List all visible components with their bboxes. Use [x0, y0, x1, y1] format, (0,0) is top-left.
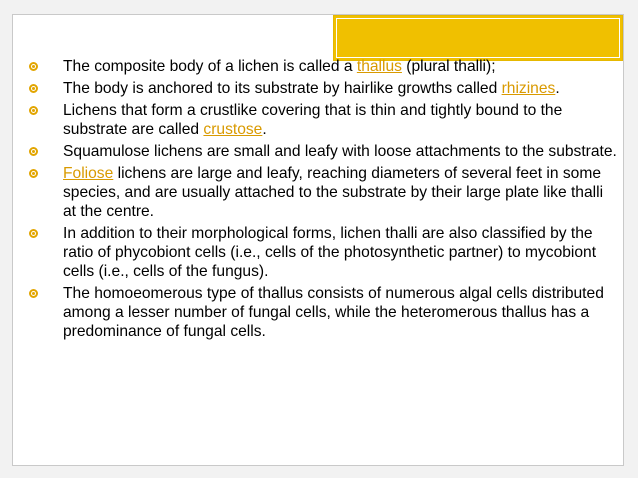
bullet-text-post: lichens are large and leafy, reaching diameters of several feet in some species, and are usually attached to the substrate by their large plate like thalli at the centre. [63, 165, 604, 220]
bullet-text-pre: The composite body of a lichen is called a [63, 58, 357, 75]
bullet-text: In addition to their morphological forms, lichen thalli are also classified by the ratio of phycobiont cells (i.e., cells of the photosynthetic partner) to mycobiont cells (i.e., cells of the fungus). [63, 225, 597, 280]
bullet-item-squamulose [27, 142, 619, 161]
bullet-circle-icon [29, 147, 38, 156]
bullet-text-pre: The body is anchored to its substrate by hairlike growths called [63, 80, 502, 97]
bullet-circle-icon [29, 84, 38, 93]
slide-content [27, 57, 619, 344]
bullet-item-foliose [27, 164, 619, 221]
bullet-circle-icon [29, 289, 38, 298]
bullet-item-thallus [27, 57, 619, 76]
bullet-circle-icon [29, 62, 38, 71]
term-link-crustose[interactable]: crustose [203, 121, 263, 138]
bullet-text: Squamulose lichens are small and leafy with loose attachments to the substrate. [63, 143, 617, 160]
term-link-thallus[interactable]: thallus [356, 58, 402, 75]
bullet-text-post: . [555, 80, 560, 97]
bullet-item-homoeomerous [27, 284, 619, 341]
bullet-item-classification [27, 224, 619, 281]
bullet-circle-icon [29, 229, 38, 238]
bullet-item-crustose [27, 101, 619, 139]
bullet-text: The homoeomerous type of thallus consists of numerous algal cells distributed among a lesser number of fungal cells, while the heteromerous thallus has a predominance of fungal cells. [63, 285, 604, 340]
bullet-circle-icon [29, 106, 38, 115]
bullet-circle-icon [29, 169, 38, 178]
bullet-item-rhizines [27, 79, 619, 98]
term-link-foliose[interactable]: Foliose [63, 165, 114, 182]
term-link-rhizines[interactable]: rhizines [501, 80, 556, 97]
bullet-text-post: (plural thalli); [401, 58, 496, 75]
slide-frame [12, 14, 624, 466]
title-accent-box [333, 15, 623, 61]
bullet-text-post: . [262, 121, 267, 138]
bullet-list [27, 57, 619, 341]
bullet-text-pre: Lichens that form a crustlike covering that is thin and tightly bound to the substrate are called [63, 102, 563, 138]
